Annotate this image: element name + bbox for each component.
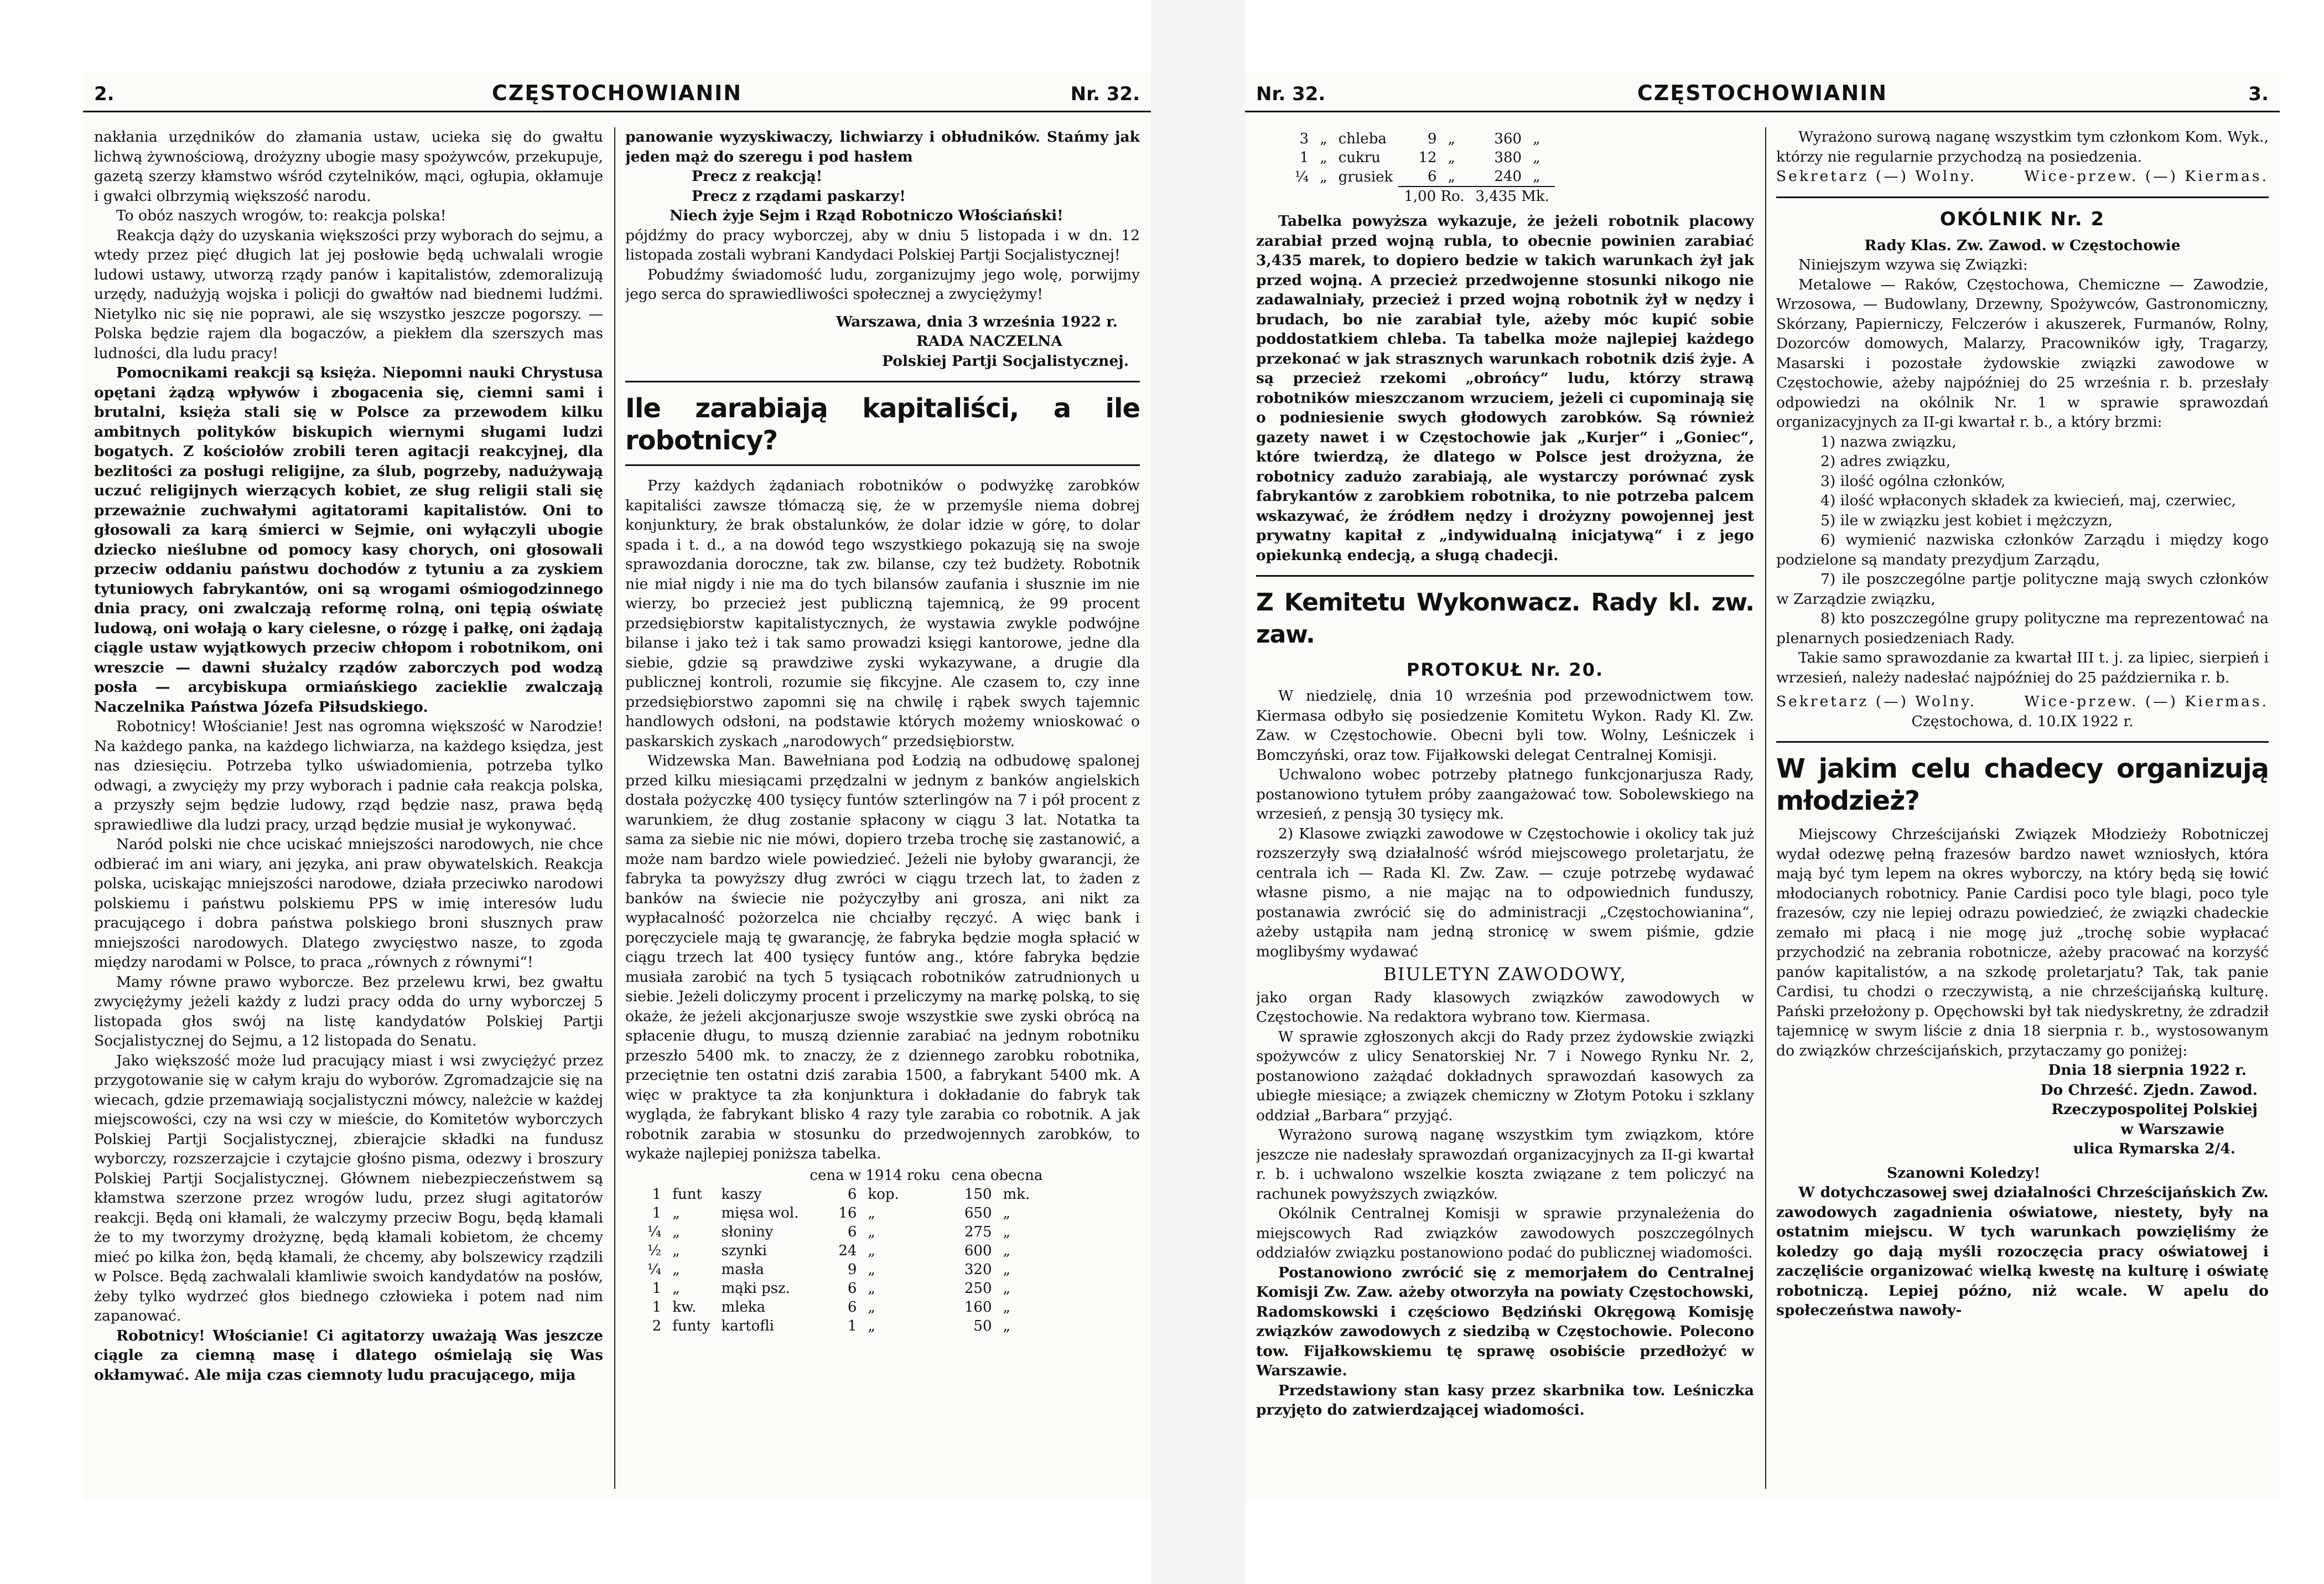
table-row [642,1223,1048,1241]
vice-chair-signature: Wice-przew. (—) Kiermas. [2024,168,2269,185]
table-cell-new: 240 [1494,168,1522,185]
bulletin-title: BIULETYN ZAWODOWY, [1383,964,1627,985]
table-cell-new-unit: mk. [1003,1186,1030,1203]
newspaper-page-right [1245,72,2280,1500]
table-cell-new-unit: „ [1003,1204,1010,1221]
paragraph: Widzewska Man. Bawełniana pod Łodzią na odbudowę spalonej przed kilku miesiącami przędzalni w jednym z banków angielskich dostała pożyczkę 400 tysięcy funtów szterlingów na 7 i pół procent z warunkiem, że dług zostanie spłacony w ciągu 3 lat. Notatka ta sama za siebie nic nie mówi, dopiero trzeba trochę się zastanowić, a może nam bardzo wiele powiedzieć. Jeżeli nie byłoby gwarancji, że fabryka ta powyższy dług zwróci w ciągu trzech lat, to żaden z banków na świecie nie pożyczyłby ani grosza, ani nikt za wypłacalność pożorzelca nie chciałby ręczyć. A więc bank i poręczyciele mają tę gwarancję, że fabryka będzie mogła spłacić w ciągu trzech lat 400 tysięcy funtów ang., które fabryka będzie musiała zarobić na tych 5 tysiącach robotników zatrudnionych u siebie. Jeżeli doliczymy procent i przeliczymy na markę polską, to się okaże, że jeżeli akcjonarjusze swoje wszystkie swe zyski obrócą na spłacenie długu, to muszą dziennie zarabiać na jednym robotniku przeszło 5400 mk. to znaczy, że z dziennego zarobku robotnika, przeciętnie ten ostatni dziś zarabia 1500, a fabrykant 5400 mk. A więc w praktyce ta zła konjunktura i dokładanie do fabryk tak wygląda, że fabrykant blisko 4 razy tyle zarabia co robotnik. A jak robotnik zarabia w stosunku do przedwojennych zarobków, to wykaże najlepiej poniższa tabelka. [625,752,1140,1162]
letter-recipient: Rzeczypospolitej Polskiej [2051,1101,2258,1118]
table-cell-new: 650 [964,1204,992,1221]
table-cell-unit: „ [1320,168,1327,185]
header-rule [1245,111,2280,112]
letter-greeting: Szanowni Koledzy! [1887,1164,2041,1182]
table-cell-unit: „ [672,1204,680,1221]
paragraph: nakłania urzędników do złamania ustaw, ucieka się do gwałtu lichwą żywnościową, drożyzny ubogie masy spożywców, przekupuje, gazetą szerzy kłamstwo wśród czytelników, mąci, ogłupia, okłamuje i gwałci olbrzymią większość narodu. [94,128,603,205]
table-cell-new: 50 [973,1317,992,1334]
table-row [642,1298,1048,1317]
table-row [642,1279,1048,1298]
table-cell-old: 6 [1427,168,1437,185]
table-cell-old-unit: „ [1448,131,1456,147]
section-rule [1256,575,1754,577]
protocol-title: PROTOKUŁ Nr. 20. [1406,659,1604,680]
table-row [642,1241,1048,1260]
table-cell-qty: 1 [1299,149,1309,166]
table-cell-new-unit: „ [1533,168,1540,185]
table-cell-old-unit: „ [868,1242,875,1259]
signature: Polskiej Partji Socjalistycznej. [882,352,1129,370]
header-rule [83,111,1151,112]
article-headline: Ile zarabiają kapitaliści, a ile robotnicy? [625,393,1140,456]
page-number: 2. [94,83,115,105]
letter-recipient: w Warszawie [2120,1120,2224,1138]
column-left-2 [625,127,1140,1494]
slogan: Niech żyje Sejm i Rząd Robotniczo Włościański! [670,207,1064,224]
table-cell-unit: „ [672,1223,680,1240]
page-gutter [1151,0,1245,1584]
table-total-new: 3,435 Mk. [1470,187,1555,206]
table-cell-unit: „ [672,1261,680,1278]
column-header: cena obecna [951,1167,1043,1184]
table-cell-new: 150 [964,1186,992,1203]
column-right-1 [1256,127,1754,1494]
paragraph: Niniejszym wzywa się Związki: [1798,256,2028,273]
table-cell-old-unit: „ [1448,168,1456,185]
paragraph: pójdźmy do pracy wyborczej, aby w dniu 5 listopada i w dn. 12 listopada zostali wybrani Kandydaci Polskiej Partji Socjalistycznej! [625,226,1140,263]
table-row [642,1185,1048,1204]
table-cell-old: 9 [1427,131,1437,147]
table-row [1289,130,1555,148]
masthead-title: CZĘSTOCHOWIANIN [491,81,743,105]
dateline: Warszawa, dnia 3 września 1922 r. [836,313,1118,330]
table-cell-old: 16 [838,1204,857,1221]
paragraph: Przy każdych żądaniach robotników o podwyżkę zarobków kapitaliści zawsze tłómaczą się, że w przemyśle niema dobrej konjunktury, że brak obstalunków, że dolar idzie w górę, to dolar spada i t. d., a na dowód tego wszystkiego pokazują się na swoje sprawozdania doroczne, tak zw. bilanse, czy też budżety. Robotnik nie miał nigdy i nie ma do tych bilansów zaufania i słusznie im nie wierzy, bo przecież jest publiczną tajemnicą, że 99 procent przedsiębiorstw kapitalistycznych, że wystawia zwykle podwójne bilanse i jako też i tak samo prowadzi księgi kantorowe, jedne dla siebie, gdzie są prawdziwe zyski wykazywane, a drugie dla publicznej kontroli, rozumie się fikcyjne. Ale czasem to, czy inne przedsiębiorstwo zapomni się na chwilę i rąbek swych tajemnic handlowych odsłoni, na podstawie których możemy wnioskować o paskarskich zyskach „narodowych“ przedsiębiorstw. [625,477,1140,750]
letter-recipient: ulica Rymarska 2/4. [2073,1140,2235,1157]
table-cell-new-unit: „ [1003,1261,1010,1278]
signature-line [1776,167,2269,187]
table-cell-unit: funt [672,1186,702,1203]
table-cell-new-unit: „ [1003,1223,1010,1240]
paragraph: Pobudźmy świadomość ludu, zorganizujmy jego wolę, porwijmy jego serca do sprawiedliwości społecznej a zwyciężymy! [625,266,1140,303]
paragraph: Jako większość może lud pracujący miast i wsi zwyciężyć przez przygotowanie się w całym kraju do wyborów. Zgromadzajcie się na wiecach, gdzie przemawiają socjalistyczni mówcy, należcie w każdej miejscowości, czy na wsi czy w mieście, do Komitetów wyborczych Polskiej Partji Socjalistycznej, zbierajcie składki na fundusz wyborczy, rozszerzajcie i czytajcie głośno pisma, odezwy i broszury Polskiej Partji Socjalistycznej. Głównem niebezpieczeństwem są kłamstwa szerzone przez wrogów ludu, przez sługi agitatorów reakcji. Będą oni kłamali, że walczymy przeciw Bogu, będą kłamali że to my tworzymy drożyznę, będą kłamali kobietom, że chcemy mieć po kilka żon, będą kłamali, że chcemy, aby bolszewicy rządzili w Polsce. Będą zachwalali kłamliwie swoich kandydatów na posłów, żeby tylko wydrzeć głos biednego człowieka i potem nad nim zapanować. [94,1052,603,1324]
table-cell-qty: ¼ [1295,168,1309,185]
table-cell-new-unit: „ [1003,1317,1010,1334]
table-cell-item: mięsa wol. [721,1204,799,1221]
table-cell-qty: ¼ [647,1223,662,1240]
table-cell-old: 24 [838,1242,857,1259]
table-cell-item: mleka [721,1298,766,1316]
table-cell-item: szynki [721,1242,767,1259]
dateline: Częstochowa, d. 10.IX 1922 r. [1911,712,2134,730]
letter-recipient: Do Chrześć. Zjedn. Zawod. [2040,1081,2258,1099]
table-row [642,1260,1048,1279]
price-table [642,1166,1048,1335]
slogan: Precz z reakcją! [692,168,823,185]
table-total-old: 1,00 Ro. [1398,187,1470,206]
column-left-1 [94,127,603,1494]
table-cell-old-unit: „ [868,1261,875,1278]
paragraph: 2) Klasowe związki zawodowe w Częstochowie i okolicy tak już rozszerzyły swą działalność wśród miejscowego proletarjatu, że centrala ich — Rada Kl. Zw. Zaw. — czuje potrzebę wydawać własne pismo, a nie mając na to odpowiednich funduszy, postanawia zwrócić się do administracji „Częstochowianina“, ażeby ustąpiła nam jedną stronicę w swem piśmie, gdzie moglibyśmy wydawać [1256,825,1754,960]
section-rule [1776,741,2269,743]
table-cell-item: kaszy [721,1186,762,1203]
table-cell-qty: 1 [652,1280,662,1297]
table-cell-item: grusiek [1338,168,1393,185]
circular-list-item: 3) ilość ogólna członków, [1820,472,2006,490]
price-table-continued [1289,130,1555,206]
table-cell-qty: ½ [647,1242,662,1259]
page-number: 3. [2248,83,2269,105]
masthead-title: CZĘSTOCHOWIANIN [1637,81,1888,105]
circular-subtitle: Rady Klas. Zw. Zawod. w Częstochowie [1864,236,2181,254]
table-cell-unit: „ [672,1280,680,1297]
table-cell-old: 6 [847,1298,857,1316]
table-row [642,1317,1048,1335]
table-cell-new: 360 [1494,131,1522,147]
circular-list-item: 7) ile poszczególne partje polityczne mają swych członków w Zarządzie związku, [1776,571,2269,608]
table-cell-new-unit: „ [1533,131,1540,147]
table-cell-item: masła [721,1261,764,1278]
issue-number: Nr. 32. [1256,83,1326,105]
secretary-signature: Sekretarz (—) Wolny. [1776,168,1977,185]
table-cell-qty: 1 [652,1298,662,1316]
article-headline: W jakim celu chadecy organizują młodzież? [1776,753,2269,816]
paragraph: Miejscowy Chrześcijański Związek Młodzieży Robotniczej wydał odezwę pełną frazesów bardzo nawet wzniosłych, która mają być tym lepem na okres wyborczy, na który będą się łowić młodocianych robotnicy. Panie Cardisi poco tyle blagi, poco tyle frazesów, czy nie lepiej odrazu powiedzieć, że związki chadeckie zemało mi płacą i nie mogę już „trochę sobie wypłacać przychodzić na zebrania robotnicze, ażeby pracować na korzyść panów kapitalistów, a na szkodę proletarjatu? Tak, tak panie Cardisi, tu chodzi o rzeczywistą, a nie chrześcijańską kulturę. Pański przełożony p. Opęchowski był tak niedyskretny, że zdradził tajemnicę w swym liście z dnia 18 sierpnia r. b., wystosowanym do związków chrześcijańskich, przytaczamy go poniżej: [1776,826,2269,1059]
article-headline: Z Kemitetu Wykonwacz. Rady kl. zw. zaw. [1256,588,1754,649]
table-header-row [642,1166,1048,1185]
table-cell-old-unit: „ [868,1223,875,1240]
table-total-row [1289,187,1555,206]
table-cell-new-unit: „ [1003,1242,1010,1259]
circular-list-item: 4) ilość wpłaconych składek za kwiecień, maj, czerwiec, [1820,492,2237,509]
table-cell-qty: 3 [1299,131,1309,147]
paragraph: Tabelka powyższa wykazuje, że jeżeli robotnik placowy zarabiał przed wojną rubla, to obecnie powinien zarabiać 3,435 marek, to dopiero bedzie w takich warunkach żył jak przed wojną. A przecież przedwojenne stosunki nikogo nie zadawalniały, przecież i przed wojną robotnik żył w nędzy i brudach, bo nie zarabiał tyle, ażeby móc kupić sobie poddostatkiem chleba. Ta tabelka może najlepiej każdego przekonać w jak strasznych warunkach robotnik dziś żyje. A są przecież rzekomi „obrońcy“ ludu, którzy strawą robotników mieszczanom wrzuciem, jeżeli ci cupominają się o podniesienie swych głodowych zarobków. Są również gazety nawet i w Częstochowie jak „Kurjer“ i „Goniec“, które twierdzą, że dlatego w Polsce jest drożyzna, że robotnicy zadużo zarabiają, ale wystarczy porównać zysk fabrykantów z zarobkiem robotnika, to nie potrzeba palcem wskazywać, że źródłem nędzy i drożyzny powojennej jest prywatny kapitał z „indywidualną inicjatywą“ i z jego opiekunką endecją, a sługą chadecji. [1256,213,1754,564]
section-rule [1776,196,2269,198]
table-cell-qty: ¼ [647,1261,662,1278]
table-row [1289,167,1555,187]
circular-list-item: 1) nazwa związku, [1820,433,1957,451]
circular-list-item: 8) kto poszczególne grupy polityczne ma reprezentować na plenarnych posiedzeniach Rady. [1776,610,2269,647]
paragraph: To obóz naszych wrogów, to: reakcja polska! [116,207,447,224]
table-cell-unit: „ [1320,131,1327,147]
section-rule [625,464,1140,466]
table-cell-new: 250 [964,1280,992,1297]
table-cell-item: cukru [1338,149,1381,166]
vice-chair-signature: Wice-przew. (—) Kiermas. [2024,693,2269,710]
table-cell-unit: „ [672,1242,680,1259]
table-cell-unit: kw. [672,1298,697,1316]
table-cell-old-unit: „ [868,1204,875,1221]
paragraph: Przedstawiony stan kasy przez skarbnika tow. Leśniczka przyjęto do zatwierdzającej wiadomości. [1256,1381,1754,1419]
table-cell-qty: 1 [652,1204,662,1221]
paragraph: Robotnicy! Włościanie! Ci agitatorzy uważają Was jeszcze ciągle za ciemną masę i dlatego ośmielają się Was okłamywać. Ale mija czas ciemnoty ludu pracującego, mija [94,1327,603,1384]
table-row [1289,148,1555,167]
column-header: cena w 1914 roku [810,1167,941,1184]
secretary-signature: Sekretarz (—) Wolny. [1776,693,1977,710]
table-cell-qty: 2 [652,1317,662,1334]
table-cell-old-unit: „ [1448,149,1456,166]
paragraph: Takie samo sprawozdanie za kwartał III t. j. za lipiec, sierpień i wrzesień, należy nadesłać najpóźniej do 25 października r. b. [1776,649,2269,686]
table-cell-old: 1 [847,1317,857,1334]
column-divider [1765,127,1766,1489]
table-cell-qty: 1 [652,1186,662,1203]
paragraph: Naród polski nie chce uciskać mniejszości narodowych, nie chce odbierać im ani wiary, ani języka, ani praw obywatelskich. Reakcja polska, uciskając mniejszości narodowe, działa przeciwko narodowi polskiemu i państwu polskiemu PPS w imię interesów ludu pracującego i dobra państwa polskiego broni słusznych praw mniejszości narodowych. Dlatego zwycięstwo nasze, to zgoda między narodami w Polsce, to praca „równych z równymi“! [94,836,603,971]
table-cell-old-unit: kop. [868,1186,899,1203]
section-rule [625,381,1140,382]
paragraph: Pomocnikami reakcji są księża. Niepomni nauki Chrystusa opętani żądzą wpływów i zbogacenia się, ciemni sami i brutalni, księża stali się w Polsce za przewodem kilku ambitnych polityków biskupich wiernymi sługami ludzi bogatych. Z kościołów zrobili teren agitacji reakcyjnej, dla bezlitości za posługi religijne, za ślub, pogrzeby, nadużywają uczuć religijnych wierzących kobiet, ze sług religii stali się przeważnie zuchwałymi agitatorami kapitalistów. Oni to głosowali za karą śmierci w Sejmie, oni wyłączyli ubogie dziecko nieślubne od pomocy kasy chorych, oni głosowali przeciw oddaniu państwu dochodów z tytuniu a za zyskiem tytuniowych fabrykantów, oni są wrogami ośmiogodzinnego dnia pracy, oni zwalczają reformę rolną, oni tępią oświatę ludową, oni wołają o kary cielesne, o rózgę i pałkę, oni żądają ciągle ustaw wyjątkowych przeciw chłopom i robotnikom, oni wreszcie — dawni służalcy rządów zaborczych pod wodzą posła — arcybiskupa ormiańskiego zacieklie zwalczają Naczelnika Państwa Józefa Piłsudskiego. [94,364,603,716]
table-cell-item: mąki psz. [721,1280,790,1297]
page-header [1245,77,2280,111]
paragraph: panowanie wyzyskiwaczy, lichwiarzy i obłudników. Stańmy jak jeden mąż do szeregu i pod hasłem [625,128,1140,165]
paragraph: Mamy równe prawo wyborcze. Bez przelewu krwi, bez gwałtu zwyciężymy jeżeli każdy z ludzi pracy odda do urny wyborczej 5 listopada głos swój na listę kandydatów Polskiej Partji Socjalistycznej do Sejmu, a 12 listopada do Senatu. [94,973,603,1049]
signature: RADA NACZELNA [916,333,1062,350]
table-cell-old: 6 [847,1280,857,1297]
paragraph: Wyrażono surową naganę wszystkim tym związkom, które jeszcze nie nadesłały sprawozdań organizacyjnych za II-gi kwartał r. b. i uchwalono wszelkie koszta związane z tem policzyć na rachunek powyższych związków. [1256,1126,1754,1203]
paragraph: Okólnik Centralnej Komisji w sprawie przynależenia do miejscowych Rad związków zawodowych poszczególnych oddziałów związku postanowiono podać do publicznej wiadomości. [1256,1205,1754,1261]
paragraph: Reakcja dąży do uzyskania większości przy wyborach do sejmu, a wtedy przez pięć długich lat jej posłowie będą uchwalali wrogie ludowi ustawy, utworzą rządy panów i kapitalistów, zdemoralizują urzędy, nadużyją wojska i policji do gwałtów nad biednemi ludźmi. Nietylko nic się nie poprawi, ale się wszystko jeszcze pogorszy. — Polska będzie rajem dla bogaczów, a piekłem dla szerszych mas ludności, dla ludu pracy! [94,226,603,362]
table-cell-new: 275 [964,1223,992,1240]
table-cell-item: chleba [1338,131,1387,147]
table-cell-item: słoniny [721,1223,774,1240]
newspaper-page-left [83,72,1151,1500]
signature-line [1776,692,2269,712]
circular-list-item: 2) adres związku, [1820,453,1951,470]
letter-body: W dotychczasowej swej działalności Chrześcijańskich Zw. zawodowych zagadnienia oświatowe, niestety, były na ostatnim miejscu. W tych warunkach powzięliśmy że koledzy go dają myśli rozoczęcia pracy oświatowej i zaczęliście organizować wielką kwestę na kulturę i oświatę robotniczą. Lepiej późno, niż wcale. W apelu do społeczeństwa nawoły- [1776,1184,2269,1319]
table-cell-old: 12 [1418,149,1437,166]
table-cell-old-unit: „ [868,1317,875,1334]
paragraph: W niedzielę, dnia 10 września pod przewodnictwem tow. Kiermasa odbyło się posiedzenie Komitetu Wykon. Rady Kl. Zw. Zaw. w Częstochowie. Obecni byli tow. Wolny, Leśniczek i Bomczyński, oraz tow. Fijałkowski delegat Centralnej Komisji. [1256,687,1754,764]
table-cell-unit: funty [672,1317,710,1334]
table-cell-old-unit: „ [868,1298,875,1316]
column-divider [614,127,615,1489]
circular-list [1776,432,2269,649]
circular-list-item: 6) wymienić nazwiska członków Zarządu i między kogo podzielone są mandaty prezydjum Zarządu, [1776,531,2269,568]
slogan: Precz z rządami paskarzy! [692,187,906,205]
table-cell-new-unit: „ [1003,1298,1010,1316]
table-row [642,1204,1048,1223]
table-cell-new: 320 [964,1261,992,1278]
paragraph: Postanowiono zwrócić się z memorjałem do Centralnej Komisji Zw. Zaw. ażeby otworzyła na powiaty Częstochowski, Radomskowski i częściowo Będziński Okręgową Komisję związków zawodowych z siedzibą w Częstochowie. Polecono tow. Fijałkowskiemu tę sprawę osobiście przedłożyć w Warszawie. [1256,1264,1754,1379]
table-cell-new: 600 [964,1242,992,1259]
table-cell-new-unit: „ [1533,149,1540,166]
column-right-2 [1776,127,2269,1494]
paragraph: Uchwalono wobec potrzeby płatnego funkcjonarjusza Rady, postanowiono tytułem próby zaangażować tow. Sobolewskiego na wrzesień, z pensją 30 tysięcy mk. [1256,766,1754,822]
page-header [83,77,1151,111]
paragraph: Wyrażono surową naganę wszystkim tym członkom Kom. Wyk., którzy nie regularnie przychodzą na posiedzenia. [1776,128,2269,165]
paragraph: W sprawie zgłoszonych akcji do Rady przez żydowskie związki spożywców z ulicy Senatorskiej Nr. 7 i Nowego Rynku Nr. 2, postanowiono zażądać dokładnych sprawozdań kasowych za ubiegłe miesiące; a związek chemiczny w Złotym Potoku i szklany oddział „Barbara“ przyjąć. [1256,1028,1754,1124]
table-cell-new: 380 [1494,149,1522,166]
table-cell-old: 6 [847,1223,857,1240]
circular-title: OKÓLNIK Nr. 2 [1939,208,2105,230]
paragraph: Robotnicy! Włościanie! Jest nas ogromna większość w Narodzie! Na każdego panka, na każdego lichwiarza, na każdego księdza, jest nas dziesięciu. Potrzeba tylko uświadomienia, potrzeba tylko odwagi, a zwycięży my przy wyborach i padnie cała reakcja polska, a przyszły sejm będzie ludowy, rząd będzie nasz, prawa będą sprawiedliwe dla ludzi pracy, urząd będzie musiał je wykonywać. [94,718,603,834]
issue-number: Nr. 32. [1070,83,1140,105]
paragraph: jako organ Rady klasowych związków zawodowych w Częstochowie. Na redaktora wybrano tow. Kiermasa. [1256,988,1754,1026]
letter-date: Dnia 18 sierpnia 1922 r. [2048,1062,2247,1079]
table-cell-old: 6 [847,1186,857,1203]
table-cell-unit: „ [1320,149,1327,166]
table-cell-item: kartofli [721,1317,774,1334]
table-cell-new: 160 [964,1298,992,1316]
table-cell-new-unit: „ [1003,1280,1010,1297]
paragraph: Metalowe — Raków, Częstochowa, Chemiczne — Zawodzie, Wrzosowa, — Budowlany, Drzewny, Spożywców, Gastronomiczny, Skórzany, Papierniczy, Felczerów i akuszerek, Furmanów, Rolny, Dozorców domowych, Malarzy, Pracowników igły, Tragarzy, Masarski i pozostałe żydowskie związki zawodowe w Częstochowie, ażeby najpóźniej do 25 września r. b. przesłały odpowiedzi na okólnik Nr. 1 w sprawie sprawozdań organizacyjnych za II-gi kwartał r. b., a który brzmi: [1776,276,2269,431]
circular-list-item: 5) ile w związku jest kobiet i mężczyzn, [1820,511,2113,529]
table-cell-old-unit: „ [868,1280,875,1297]
table-cell-old: 9 [847,1261,857,1278]
